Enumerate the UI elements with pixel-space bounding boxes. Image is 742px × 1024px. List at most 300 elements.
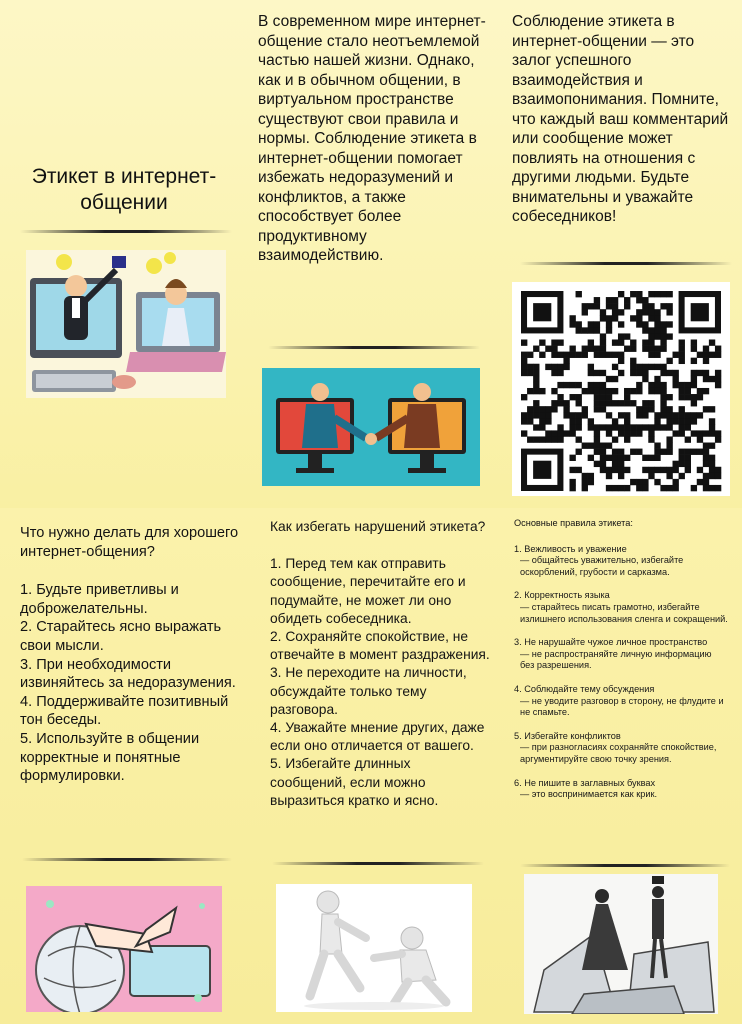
qr-module <box>576 382 582 388</box>
qr-module <box>521 412 527 418</box>
avoid-item-3: 3. Не переходите на личности, обсуждайте только тему разговора. <box>270 665 467 717</box>
qr-module <box>527 370 533 376</box>
qr-module <box>666 406 672 412</box>
qr-module <box>551 339 557 345</box>
qr-module <box>618 449 624 455</box>
qr-module <box>636 291 642 297</box>
qr-module <box>551 406 557 412</box>
qr-module <box>618 358 624 364</box>
qr-module <box>588 321 594 327</box>
qr-module <box>654 412 660 418</box>
qr-module <box>660 291 666 297</box>
qr-module <box>545 436 551 442</box>
qr-module <box>600 461 606 467</box>
qr-module <box>648 430 654 436</box>
qr-module <box>709 467 715 473</box>
qr-module <box>551 436 557 442</box>
qr-module <box>703 370 709 376</box>
qr-module <box>606 443 612 449</box>
qr-module <box>594 461 600 467</box>
qr-module <box>679 382 685 388</box>
qr-module <box>636 485 642 491</box>
qr-module <box>612 315 618 321</box>
qr-module <box>666 321 672 327</box>
qr-module <box>673 370 679 376</box>
qr-module <box>576 321 582 327</box>
qr-module <box>612 400 618 406</box>
qr-module <box>709 352 715 358</box>
qr-finder <box>533 303 551 321</box>
qr-module <box>533 382 539 388</box>
qr-module <box>654 346 660 352</box>
qr-module <box>642 400 648 406</box>
qr-module <box>660 339 666 345</box>
qr-module <box>557 430 563 436</box>
avoid-item-1: 1. Перед тем как отправить сообщение, перечитайте его и подумайте, не может ли оно обидеть собеседника. <box>270 556 466 626</box>
qr-module <box>600 394 606 400</box>
white-figures-image <box>276 884 472 1012</box>
qr-module <box>588 303 594 309</box>
qr-module <box>685 455 691 461</box>
qr-module <box>533 412 539 418</box>
intro-paragraph: В современном мире интернет-общение стало неотъемлемой частью нашей жизни. Однако, как и в обычном общении, в виртуальном пространстве существуют свои правила и нормы. Соблюдение этикета в интернет-общении помогает избежать недоразумений и конфликтов, а также способствует более продуктивному взаимодействию. <box>258 13 486 264</box>
rule-item <box>514 778 728 801</box>
rules-heading: Основные правила этикета: <box>514 518 633 528</box>
qr-module <box>533 388 539 394</box>
rule-item-title: 4. Соблюдайте тему обсуждения <box>514 683 655 694</box>
qr-module <box>606 412 612 418</box>
qr-module <box>642 376 648 382</box>
qr-module <box>563 406 569 412</box>
qr-module <box>606 400 612 406</box>
qr-module <box>673 461 679 467</box>
qr-module <box>715 376 721 382</box>
qr-module <box>642 297 648 303</box>
qr-module <box>660 333 666 339</box>
qr-module <box>666 436 672 442</box>
qr-module <box>654 449 660 455</box>
qr-module <box>691 376 697 382</box>
title-divider <box>20 230 232 233</box>
qr-module <box>703 455 709 461</box>
qr-module <box>594 430 600 436</box>
intro-divider <box>268 346 480 349</box>
qr-module <box>648 406 654 412</box>
qr-module <box>715 467 721 473</box>
qr-module <box>654 321 660 327</box>
qr-module <box>557 339 563 345</box>
qr-module <box>654 424 660 430</box>
qr-module <box>569 424 575 430</box>
qr-module <box>648 346 654 352</box>
qr-module <box>606 467 612 473</box>
qr-module <box>521 370 527 376</box>
qr-module <box>666 394 672 400</box>
rule-item-title: 1. Вежливость и уважение <box>514 543 627 554</box>
qr-module <box>691 418 697 424</box>
qr-module <box>691 430 697 436</box>
qr-module <box>636 406 642 412</box>
qr-module <box>600 388 606 394</box>
rule-item-description: — не уводите разговор в сторону, не флудите и не спамьте. <box>520 695 724 718</box>
qr-module <box>636 412 642 418</box>
qr-module <box>545 364 551 370</box>
qr-module <box>630 364 636 370</box>
qr-module <box>630 358 636 364</box>
qr-module <box>703 479 709 485</box>
qr-module <box>673 418 679 424</box>
qr-module <box>606 473 612 479</box>
qr-module <box>569 321 575 327</box>
qr-module <box>582 473 588 479</box>
qr-module <box>666 467 672 473</box>
qr-module <box>521 358 527 364</box>
qr-module <box>703 346 709 352</box>
qr-module <box>600 382 606 388</box>
qr-module <box>715 473 721 479</box>
rule-item-description: — это воспринимается как крик. <box>520 789 658 800</box>
rule-item <box>514 544 728 579</box>
qr-module <box>666 424 672 430</box>
qr-module <box>582 388 588 394</box>
qr-module <box>648 400 654 406</box>
qr-module <box>618 339 624 345</box>
qr-module <box>539 412 545 418</box>
qr-module <box>612 303 618 309</box>
qr-module <box>576 352 582 358</box>
qr-module <box>612 297 618 303</box>
qr-module <box>618 333 624 339</box>
qr-module <box>642 467 648 473</box>
qr-module <box>679 339 685 345</box>
qr-module <box>679 406 685 412</box>
qr-module <box>606 485 612 491</box>
qr-module <box>600 467 606 473</box>
qr-module <box>709 418 715 424</box>
qr-module <box>703 430 709 436</box>
qr-module <box>691 346 697 352</box>
qr-module <box>612 449 618 455</box>
qr-module <box>612 467 618 473</box>
rule-item-description: — при разногласиях сохраняйте спокойствие, аргументируйте свою точку зрения. <box>520 742 717 764</box>
qr-module <box>594 394 600 400</box>
qr-module <box>630 370 636 376</box>
qr-module <box>618 309 624 315</box>
qr-module <box>557 382 563 388</box>
qr-module <box>666 412 672 418</box>
figures-on-laptops-image <box>524 874 718 1014</box>
qr-module <box>660 346 666 352</box>
qr-module <box>673 479 679 485</box>
qr-module <box>679 346 685 352</box>
qr-module <box>600 309 606 315</box>
qr-module <box>576 291 582 297</box>
cartoon-computers-image <box>26 250 226 398</box>
qr-module <box>576 412 582 418</box>
qr-module <box>563 400 569 406</box>
rule-item-title: 3. Не нарушайте чужое личное пространство <box>514 637 708 648</box>
qr-module <box>660 327 666 333</box>
qr-module <box>582 327 588 333</box>
closing-divider <box>520 262 732 265</box>
qr-module <box>642 424 648 430</box>
qr-module <box>612 388 618 394</box>
todo-section <box>20 524 244 786</box>
qr-module <box>679 461 685 467</box>
qr-module <box>691 394 697 400</box>
qr-module <box>660 364 666 370</box>
qr-module <box>685 449 691 455</box>
qr-module <box>648 473 654 479</box>
qr-module <box>691 449 697 455</box>
qr-module <box>648 436 654 442</box>
qr-module <box>612 339 618 345</box>
qr-module <box>715 485 721 491</box>
closing-paragraph: Соблюдение этикета в интернет-общении — это залог успешного взаимодействия и взаимопонимания. Помните, что каждый ваш комментарий или сообщение может повлиять на отношения с другими людьми. Будьте внимательны и уважайте собеседников! <box>512 13 729 225</box>
rule-item-description: — не распространяйте личную информацию без разрешения. <box>520 648 712 671</box>
qr-module <box>612 436 618 442</box>
qr-module <box>685 412 691 418</box>
todo-divider <box>22 858 232 861</box>
qr-module <box>618 473 624 479</box>
qr-module <box>624 418 630 424</box>
qr-module <box>612 376 618 382</box>
qr-module <box>557 364 563 370</box>
qr-module <box>648 467 654 473</box>
qr-module <box>551 430 557 436</box>
qr-module <box>569 346 575 352</box>
qr-module <box>660 382 666 388</box>
qr-module <box>636 315 642 321</box>
qr-module <box>588 382 594 388</box>
qr-module <box>569 479 575 485</box>
qr-module <box>563 364 569 370</box>
qr-module <box>539 388 545 394</box>
qr-module <box>685 394 691 400</box>
qr-module <box>630 400 636 406</box>
qr-module <box>600 443 606 449</box>
qr-module <box>654 443 660 449</box>
qr-module <box>679 424 685 430</box>
qr-module <box>630 479 636 485</box>
qr-module <box>654 467 660 473</box>
qr-module <box>709 406 715 412</box>
qr-module <box>594 382 600 388</box>
qr-module <box>545 346 551 352</box>
qr-module <box>582 443 588 449</box>
qr-module <box>715 346 721 352</box>
qr-module <box>588 479 594 485</box>
qr-module <box>709 339 715 345</box>
qr-module <box>612 352 618 358</box>
qr-module <box>618 467 624 473</box>
qr-module <box>673 467 679 473</box>
qr-module <box>709 424 715 430</box>
todo-item-2: 2. Старайтесь ясно выражать свои мысли. <box>20 619 222 654</box>
qr-module <box>691 412 697 418</box>
qr-module <box>654 455 660 461</box>
qr-module <box>660 394 666 400</box>
avoid-item-2: 2. Сохраняйте спокойствие, не отвечайте в момент раздражения. <box>270 629 490 663</box>
rules-divider <box>520 864 730 867</box>
qr-module <box>612 485 618 491</box>
qr-module <box>685 388 691 394</box>
qr-module <box>521 430 527 436</box>
qr-module <box>600 455 606 461</box>
qr-module <box>527 352 533 358</box>
qr-module <box>612 418 618 424</box>
qr-module <box>612 461 618 467</box>
rule-item <box>514 637 728 672</box>
qr-module <box>636 321 642 327</box>
qr-module <box>606 303 612 309</box>
rule-item-title: 6. Не пишите в заглавных буквах <box>514 777 656 788</box>
qr-module <box>648 364 654 370</box>
qr-module <box>594 321 600 327</box>
qr-module <box>600 352 606 358</box>
qr-module <box>569 485 575 491</box>
qr-module <box>576 424 582 430</box>
qr-module <box>654 388 660 394</box>
qr-module <box>606 455 612 461</box>
qr-module <box>715 382 721 388</box>
qr-module <box>624 455 630 461</box>
qr-module <box>569 430 575 436</box>
qr-module <box>624 485 630 491</box>
qr-module <box>685 461 691 467</box>
qr-module <box>606 327 612 333</box>
qr-module <box>594 297 600 303</box>
qr-module <box>624 412 630 418</box>
qr-module <box>606 424 612 430</box>
qr-module <box>636 388 642 394</box>
rules-section <box>514 518 728 801</box>
qr-module <box>648 388 654 394</box>
qr-module <box>576 394 582 400</box>
qr-code-image[interactable] <box>512 282 730 496</box>
qr-module <box>618 321 624 327</box>
qr-module <box>691 485 697 491</box>
qr-module <box>618 412 624 418</box>
qr-module <box>660 485 666 491</box>
qr-module <box>703 376 709 382</box>
qr-module <box>545 430 551 436</box>
qr-module <box>636 297 642 303</box>
qr-module <box>697 388 703 394</box>
qr-module <box>539 352 545 358</box>
avoid-section <box>270 518 490 810</box>
todo-item-5: 5. Используйте в общении корректные и понятные формулировки. <box>20 730 200 785</box>
qr-module <box>673 412 679 418</box>
qr-module <box>642 339 648 345</box>
qr-module <box>551 364 557 370</box>
qr-module <box>636 430 642 436</box>
qr-module <box>654 376 660 382</box>
qr-module <box>588 346 594 352</box>
qr-module <box>569 352 575 358</box>
qr-module <box>648 309 654 315</box>
qr-module <box>654 309 660 315</box>
qr-module <box>666 333 672 339</box>
qr-module <box>521 352 527 358</box>
qr-module <box>588 364 594 370</box>
qr-module <box>642 479 648 485</box>
qr-module <box>618 291 624 297</box>
rule-item-description: — старайтесь писать грамотно, избегайте излишнего использования сленга и сокращений. <box>520 601 728 624</box>
qr-module <box>594 436 600 442</box>
qr-module <box>582 303 588 309</box>
qr-module <box>679 358 685 364</box>
qr-module <box>557 424 563 430</box>
qr-module <box>588 443 594 449</box>
qr-module <box>679 352 685 358</box>
qr-module <box>709 473 715 479</box>
qr-module <box>685 382 691 388</box>
qr-module <box>527 406 533 412</box>
qr-module <box>612 424 618 430</box>
qr-module <box>679 412 685 418</box>
hands-globe-image <box>26 886 222 1012</box>
qr-module <box>697 352 703 358</box>
qr-module <box>576 436 582 442</box>
qr-module <box>606 297 612 303</box>
qr-module <box>539 424 545 430</box>
qr-module <box>666 309 672 315</box>
qr-module <box>606 394 612 400</box>
qr-module <box>551 388 557 394</box>
qr-module <box>588 388 594 394</box>
qr-module <box>624 303 630 309</box>
qr-module <box>636 309 642 315</box>
handshake-image <box>262 368 480 486</box>
qr-module <box>697 394 703 400</box>
qr-module <box>685 418 691 424</box>
qr-module <box>666 358 672 364</box>
qr-module <box>697 412 703 418</box>
qr-module <box>648 424 654 430</box>
qr-module <box>539 436 545 442</box>
qr-module <box>594 424 600 430</box>
page-title: Этикет в интернет-общении <box>31 165 217 214</box>
qr-module <box>685 424 691 430</box>
qr-module <box>624 430 630 436</box>
qr-module <box>606 321 612 327</box>
qr-module <box>709 430 715 436</box>
qr-module <box>654 333 660 339</box>
qr-module <box>576 467 582 473</box>
qr-module <box>679 394 685 400</box>
qr-module <box>642 406 648 412</box>
qr-module <box>551 400 557 406</box>
qr-module <box>600 339 606 345</box>
qr-module <box>709 461 715 467</box>
qr-module <box>618 370 624 376</box>
qr-module <box>697 436 703 442</box>
qr-module <box>594 346 600 352</box>
qr-module <box>594 303 600 309</box>
qr-module <box>709 443 715 449</box>
qr-module <box>703 352 709 358</box>
qr-module <box>636 449 642 455</box>
qr-module <box>660 400 666 406</box>
qr-module <box>600 315 606 321</box>
qr-module <box>594 400 600 406</box>
qr-module <box>642 485 648 491</box>
qr-module <box>606 430 612 436</box>
qr-module <box>624 297 630 303</box>
qr-module <box>606 388 612 394</box>
qr-module <box>527 388 533 394</box>
